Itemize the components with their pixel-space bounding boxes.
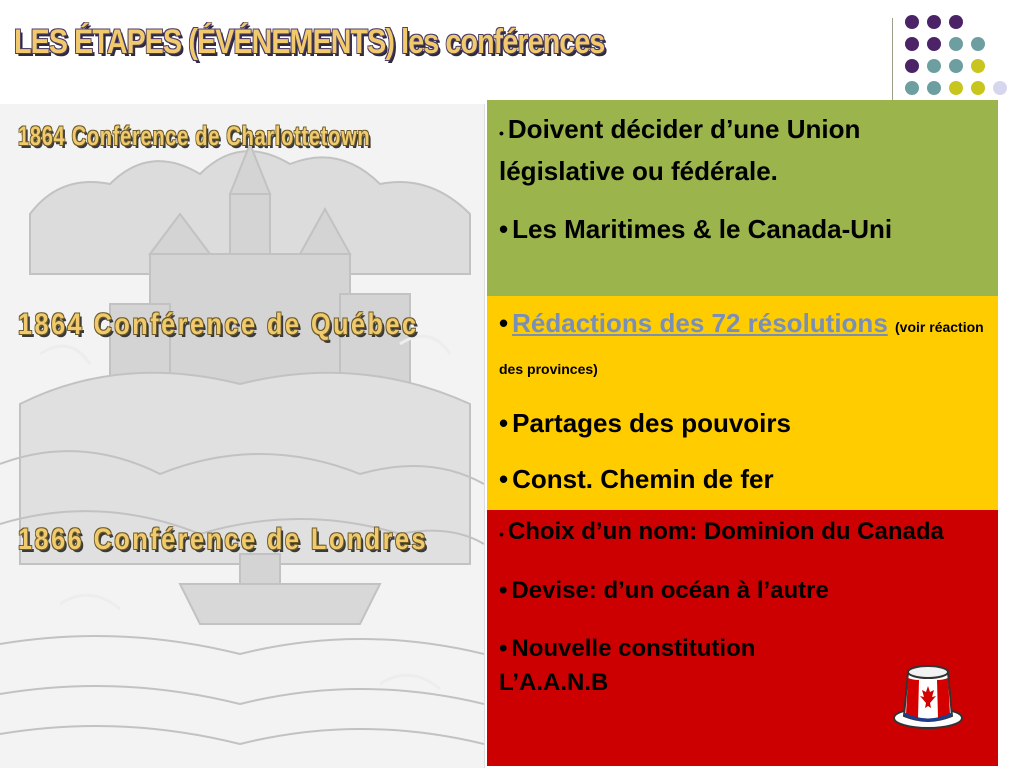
resolutions-link[interactable]: Rédactions des 72 résolutions — [512, 308, 888, 338]
chateau-illustration — [0, 104, 485, 768]
item-text: Devise: d’un océan à l’autre — [511, 577, 829, 604]
provinces-reaction-note: (voir réaction des provinces) — [499, 319, 984, 377]
decorative-divider — [892, 18, 893, 100]
item-text: Partages des pouvoirs — [512, 408, 791, 438]
charlottetown-details-box — [487, 100, 998, 296]
bullet: • — [499, 408, 509, 438]
canada-flag-hat-icon — [890, 656, 966, 730]
conference-label-londres: 1866 Conférence de Londres — [18, 523, 429, 556]
bullet: • — [499, 464, 509, 494]
list-item — [499, 514, 988, 552]
bullet: • — [499, 125, 504, 141]
bullet: • — [499, 214, 509, 244]
item-text: Les Maritimes & le Canada-Uni — [512, 214, 893, 244]
list-item — [499, 304, 988, 388]
list-item — [499, 574, 988, 608]
list-item — [499, 462, 988, 496]
bullet: • — [499, 635, 508, 662]
bullet: • — [499, 526, 504, 542]
dot-grid-icon — [900, 12, 1020, 108]
bullet: • — [499, 308, 509, 338]
item-text: Nouvelle constitution L’A.A.N.B — [499, 635, 756, 696]
chateau-sketch-icon — [0, 104, 484, 768]
bullet: • — [499, 577, 508, 604]
item-text: Const. Chemin de fer — [512, 464, 774, 494]
list-item — [499, 110, 988, 190]
quebec-details-box — [487, 296, 998, 510]
slide-title: LES ÉTAPES (ÉVÉNEMENTS) les conférences — [14, 23, 605, 61]
list-item — [499, 632, 869, 700]
list-item — [499, 212, 988, 246]
item-text: Doivent décider d’une Union législative ou fédérale. — [499, 114, 861, 186]
list-item — [499, 406, 988, 440]
item-text: Choix d’un nom: Dominion du Canada — [507, 518, 944, 545]
conference-label-charlottetown: 1864 Conférence de Charlottetown — [18, 121, 371, 151]
conference-label-quebec: 1864 Conférence de Québec — [18, 308, 419, 341]
